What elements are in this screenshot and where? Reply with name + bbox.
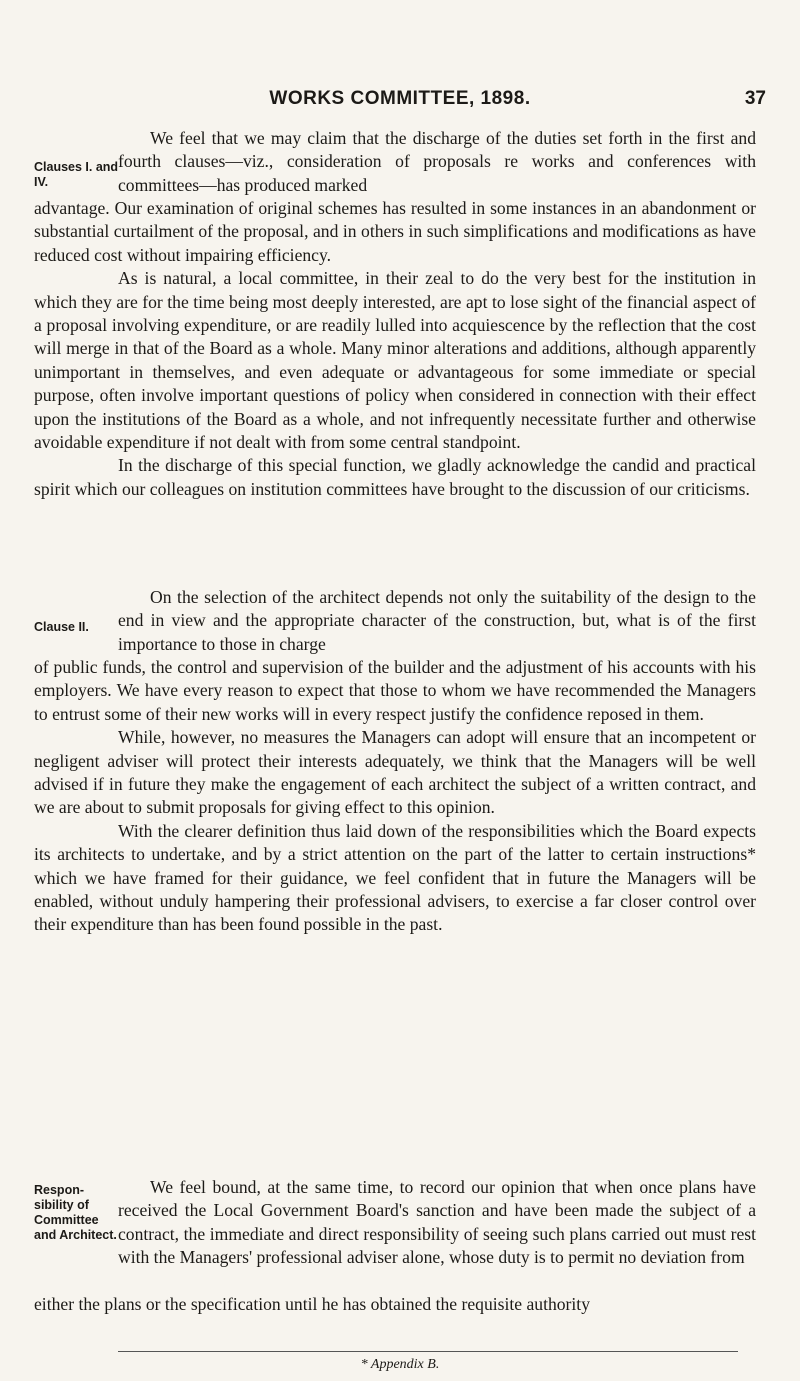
paragraph-4-lead-text: On the selection of the architect depends not only the suitability of the design to the end in view and the appropriate character of the construction, but, what is of the first importance to those in charge [118, 587, 756, 654]
paragraph-1-lead [118, 127, 756, 197]
paragraph-1-rest: advantage. Our examination of original schemes has resulted in some instances in an abandonment or substantial curtailment of the proposal, and in others in such simplifications and modifications as have reduced cost without impairing efficiency. [34, 198, 756, 265]
footnote-rule [118, 1351, 738, 1352]
margin-note-responsibility: Respon- sibility of Committee and Architect. [34, 1183, 117, 1242]
paragraph-1-lead-text: We feel that we may claim that the discharge of the duties set forth in the first and fourth clauses—viz., consideration of proposals re works and conferences with committees—has produced marked [118, 128, 756, 195]
paragraph-7-lead [118, 1176, 756, 1270]
paragraph-2: As is natural, a local committee, in their zeal to do the very best for the institution in which they are for the time being most deeply interested, are apt to lose sight of the financial aspect of a proposal involving expenditure, or are readily lulled into acquiescence by the reflection that the cost will merge in that of the Board as a whole. Many minor alterations and additions, although apparently unimportant in themselves, and even adequate or advantageous for some immediate or special purpose, often involve important questions of policy when considered in connection with their effect upon the institutions of the Board as a whole, and not infrequently necessitate further and otherwise avoidable expenditure if not dealt with from some central standpoint. [34, 268, 756, 453]
margin-note-clauses-i-iv: Clauses I. and IV. [34, 160, 119, 189]
paragraph-7-rest: either the plans or the specification until he has obtained the requisite authority [34, 1294, 590, 1314]
running-title: WORKS COMMITTEE, 1898. [269, 88, 531, 109]
page-number: 37 [744, 88, 766, 109]
paragraph-4-rest: of public funds, the control and supervision of the builder and the adjustment of his accounts with his employers. We have every reason to expect that those to whom we have recommended the Managers to entrust some of their new works will in every respect justify the confidence reposed in them. [34, 657, 756, 724]
paragraph-4-lead [118, 586, 756, 656]
paragraph-6: With the clearer definition thus laid down of the responsibilities which the Board expects its architects to undertake, and by a strict attention on the part of the latter to certain instructions* which we have framed for their guidance, we feel confident that in future the Managers will be enabled, without unduly hampering their professional advisers, to exercise a far closer control over their expenditure than has been found possible in the past. [34, 820, 756, 935]
paragraph-block-2 [34, 656, 756, 937]
paragraph-block-1 [34, 197, 756, 501]
paragraph-3: In the discharge of this special function, we gladly acknowledge the candid and practical spirit which our colleagues on institution committees have brought to the discussion of our criticisms. [34, 455, 756, 499]
paragraph-7-lead-text: We feel bound, at the same time, to record our opinion that when once plans have received the Local Government Board's sanction and have been made the subject of a contract, the immediate and direct responsibility of seeing such plans carried out must rest with the Managers' professional adviser alone, whose duty is to permit no deviation from [118, 1177, 756, 1268]
page-header [0, 88, 800, 118]
margin-note-clause-ii: Clause II. [34, 620, 89, 634]
footnote: * Appendix B. [360, 1357, 440, 1372]
paragraph-5: While, however, no measures the Managers can adopt will ensure that an incompetent or negligent adviser will protect their interests adequately, we think that the Managers will be well advised if in future they make the engagement of each architect the subject of a written contract, and we are about to submit proposals for giving effect to this opinion. [34, 727, 756, 818]
paragraph-block-3 [34, 1293, 756, 1316]
